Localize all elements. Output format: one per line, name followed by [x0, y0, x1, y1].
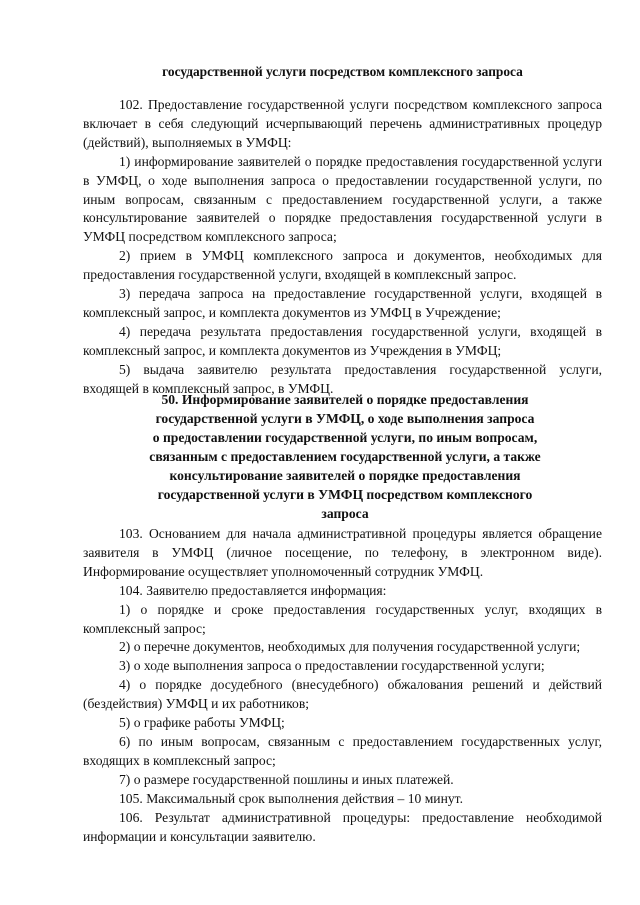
clause-104-item-6: 6) по иным вопросам, связанным с предоставлением государственных услуг, входящих в комплексный запрос; — [83, 733, 602, 768]
section-heading-line: консультирование заявителей о порядке предоставления — [169, 468, 521, 483]
clause-102-intro: 102. Предоставление государственной услуги посредством комплексного запроса включает в себя следующий исчерпывающий перечень административных процедур (действий), выполняемых в УМФЦ: — [83, 97, 602, 150]
clause-102-item-4: 4) передача результата предоставления государственной услуги, входящей в комплексный запрос, и комплекта документов из Учреждения в УМФЦ; — [83, 323, 602, 358]
clauses-103-106-block — [83, 525, 602, 846]
clause-102-block — [83, 96, 602, 399]
section-heading-line: о предоставлении государственной услуги, по иным вопросам, — [152, 430, 538, 445]
section-heading-line: государственной услуги в УМФЦ посредством комплексного — [157, 487, 533, 502]
section-50-heading — [110, 390, 580, 523]
section-heading-line: связанным с предоставлением государственной услуги, а также — [149, 449, 541, 464]
clause-102-item-2: 2) прием в УМФЦ комплексного запроса и документов, необходимых для предоставления государственной услуги, входящей в комплексный запрос. — [83, 248, 602, 283]
section-heading-line: запроса — [321, 506, 369, 521]
clause-104-item-5: 5) о графике работы УМФЦ; — [119, 715, 285, 731]
clause-102-item-1: 1) информирование заявителей о порядке предоставления государственной услуги в УМФЦ, о ходе выполнения запроса о предоставлении государственной услуги, по иным вопросам, связанным с предоставлением государственной услуги, а также консультирование заявителей о порядке предоставления государственной услуги в УМФЦ посредством комплексного запроса; — [83, 153, 602, 245]
clause-104-item-3: 3) о ходе выполнения запроса о предоставлении государственной услуги; — [119, 658, 545, 674]
section-heading-line: государственной услуги в УМФЦ, о ходе выполнения запроса — [155, 411, 535, 426]
clause-104-item-7: 7) о размере государственной пошлины и иных платежей. — [119, 771, 454, 787]
clause-105: 105. Максимальный срок выполнения действия – 10 минут. — [119, 790, 463, 806]
clause-102-item-3: 3) передача запроса на предоставление государственной услуги, входящей в комплексный запрос, и комплекта документов из УМФЦ в Учреждение; — [83, 286, 602, 320]
clause-104-item-1: 1) о порядке и сроке предоставления государственных услуг, входящих в комплексный запрос; — [83, 601, 602, 636]
clause-104-item-2: 2) о перечне документов, необходимых для получения государственной услуги; — [119, 639, 581, 655]
top-heading: государственной услуги посредством комплексного запроса — [162, 64, 523, 79]
clause-104-intro: 104. Заявителю предоставляется информация: — [119, 582, 387, 598]
clause-103: 103. Основанием для начала административной процедуры является обращение заявителя в УМФЦ (личное посещение, по телефону, в электронном виде). Информирование осуществляет уполномоченный сотрудник УМФЦ. — [83, 526, 602, 579]
clause-106: 106. Результат административной процедуры: предоставление необходимой информации и консультации заявителю. — [83, 809, 602, 844]
clause-102-item-5: 5) выдача заявителю результата предоставления государственной услуги, входящей в комплексный запрос, в УМФЦ. — [83, 361, 602, 396]
clause-104-item-4: 4) о порядке досудебного (внесудебного) обжалования решений и действий (бездействия) УМФЦ и их работников; — [83, 677, 602, 712]
section-heading-line: 50. Информирование заявителей о порядке предоставления — [161, 392, 529, 407]
